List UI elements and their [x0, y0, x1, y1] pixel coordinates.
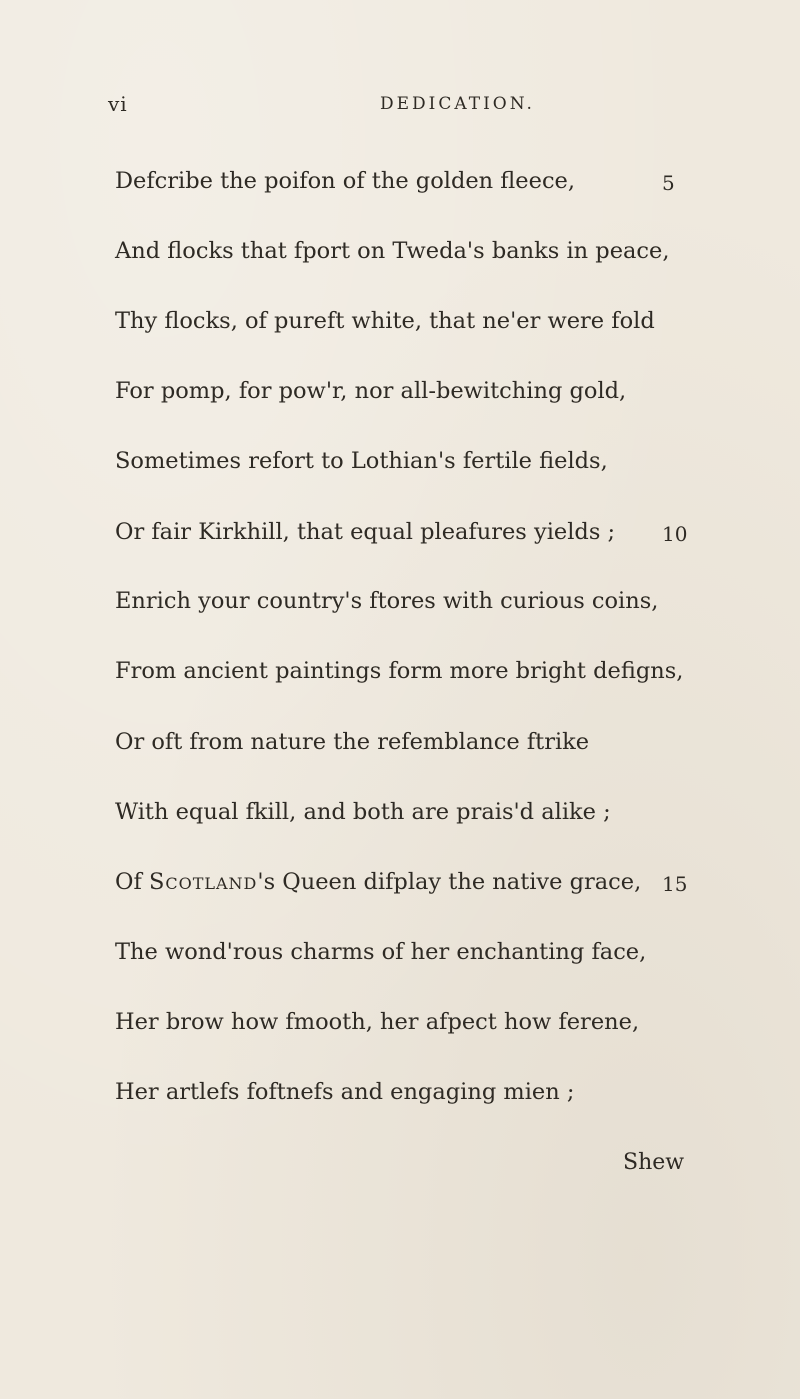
- line-number: 15: [662, 872, 688, 896]
- small-caps-text: Scotland: [148, 869, 258, 895]
- running-head: DEDICATION.: [380, 94, 535, 114]
- verse-line: Or fair Kirkhill, that equal pleafures yields ;: [115, 519, 616, 545]
- verse-line: With equal fkill, and both are prais'd alike ;: [115, 799, 611, 825]
- verse-text: 's Queen difplay the native grace,: [257, 869, 642, 895]
- verse-line: Thy flocks, of pureft white, that ne'er were fold: [115, 308, 655, 334]
- verse-line: And flocks that fport on Tweda's banks in peace,: [115, 238, 670, 264]
- verse-line: Or oft from nature the refemblance ftrike: [115, 729, 590, 755]
- page-number: vi: [108, 92, 128, 116]
- line-number: 5: [662, 171, 675, 195]
- verse-line: The wond'rous charms of her enchanting face,: [115, 939, 647, 965]
- verse-line: Her brow how fmooth, her afpect how ferene,: [115, 1009, 640, 1035]
- verse-line: From ancient paintings form more bright defigns,: [115, 658, 684, 684]
- verse-line: [115, 871, 641, 894]
- verse-line: Sometimes refort to Lothian's fertile fields,: [115, 448, 608, 474]
- catchword: Shew: [623, 1150, 685, 1175]
- verse-line: Her artlefs foftnefs and engaging mien ;: [115, 1079, 575, 1105]
- verse-line: Enrich your country's ftores with curious coins,: [115, 588, 659, 614]
- verse-text: Of: [115, 869, 149, 895]
- line-number: 10: [662, 522, 688, 546]
- verse-line: Defcribe the poifon of the golden fleece,: [115, 168, 576, 194]
- verse-line: For pomp, for pow'r, nor all-bewitching gold,: [115, 378, 627, 404]
